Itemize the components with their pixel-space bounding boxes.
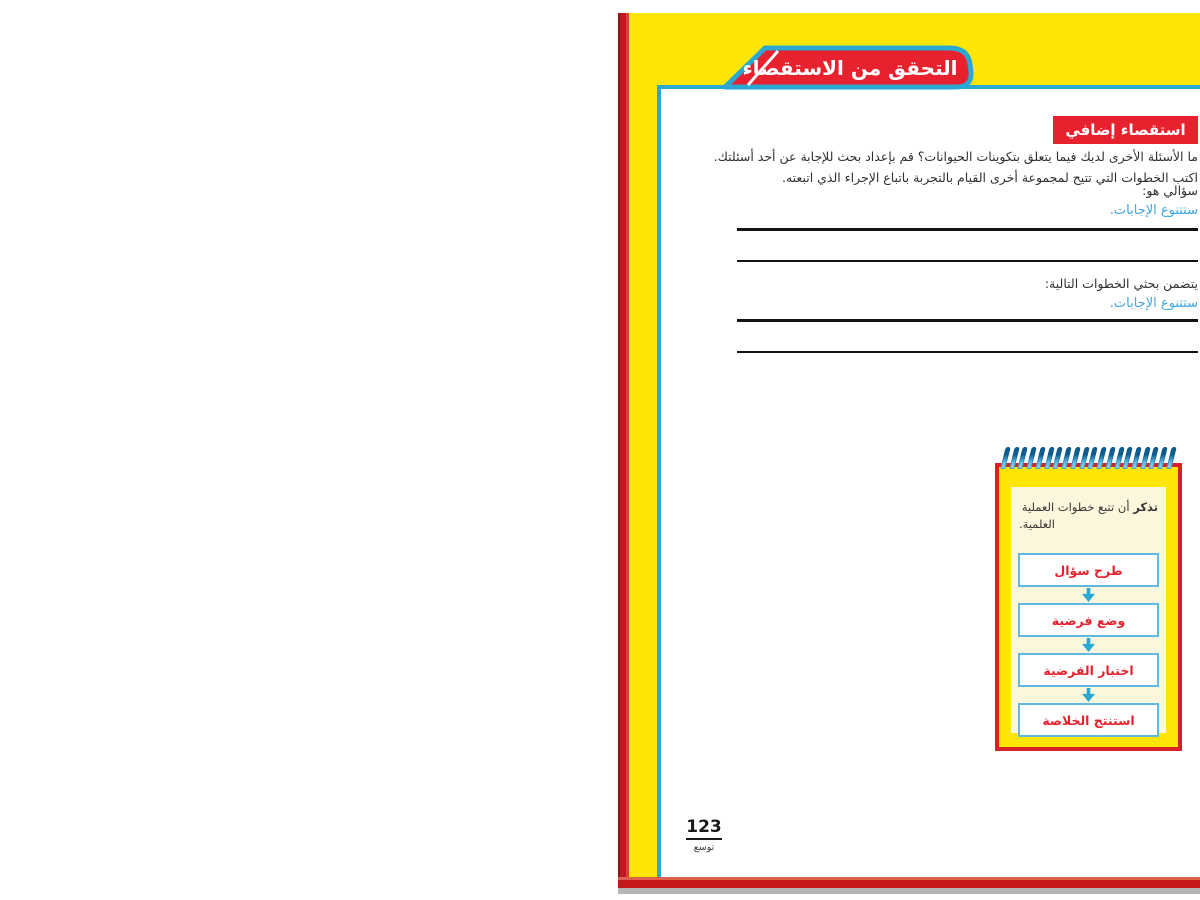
writing-line-3 xyxy=(737,319,1198,322)
intro-paragraph xyxy=(686,146,1198,188)
flow-step-ask-question: طرح سؤال xyxy=(1018,553,1159,587)
writing-line-4 xyxy=(737,351,1198,353)
flow-step-test-hypothesis: اختبار الفرضية xyxy=(1018,653,1159,687)
intro-line-2: اكتب الخطوات التي تتيح لمجموعة أخرى القيام بالتجربة باتباع الإجراء الذي اتبعته. xyxy=(781,170,1198,185)
reminder-note-line2: العلمية. xyxy=(1019,517,1055,531)
activity-label: استقصاء إضافي xyxy=(1053,116,1198,144)
notepad-body xyxy=(995,463,1182,751)
reminder-notepad xyxy=(995,447,1182,751)
writing-line-1 xyxy=(737,228,1198,231)
banner-title: التحقق من الاستقصاء xyxy=(742,56,958,80)
page-left-edge xyxy=(618,13,629,877)
spiral-binding xyxy=(1003,447,1174,471)
question-answer: ستتنوع الإجابات. xyxy=(1109,203,1198,218)
footer-label: توسع xyxy=(693,842,715,853)
reminder-note xyxy=(1019,499,1158,533)
notepad-inner-panel xyxy=(1011,487,1166,733)
down-arrow-icon xyxy=(1018,637,1159,653)
intro-line-1: ما الأسئلة الأخرى لديك فيما يتعلق بتكوينات الحيوانات؟ قم بإعداد بحث للإجابة عن أحد أسئلتك. xyxy=(713,149,1198,164)
steps-prompt: يتضمن بحثي الخطوات التالية: xyxy=(1044,276,1198,291)
scientific-method-flowchart xyxy=(1018,553,1159,737)
page-bottom-shadow xyxy=(618,888,1200,894)
page-bottom-border xyxy=(618,877,1200,888)
down-arrow-icon xyxy=(1018,587,1159,603)
flow-step-draw-conclusion: استنتج الخلاصة xyxy=(1018,703,1159,737)
page-number: 123 xyxy=(686,817,722,840)
flow-step-make-hypothesis: وضع فرضية xyxy=(1018,603,1159,637)
question-prompt: سؤالي هو: xyxy=(1142,183,1198,198)
writing-line-2 xyxy=(737,260,1198,262)
reminder-note-bold: تذكر xyxy=(1133,500,1158,514)
steps-answer: ستتنوع الإجابات. xyxy=(1109,296,1198,311)
reminder-note-rest: أن تتبع خطوات العملية xyxy=(1021,500,1134,514)
down-arrow-icon xyxy=(1018,687,1159,703)
